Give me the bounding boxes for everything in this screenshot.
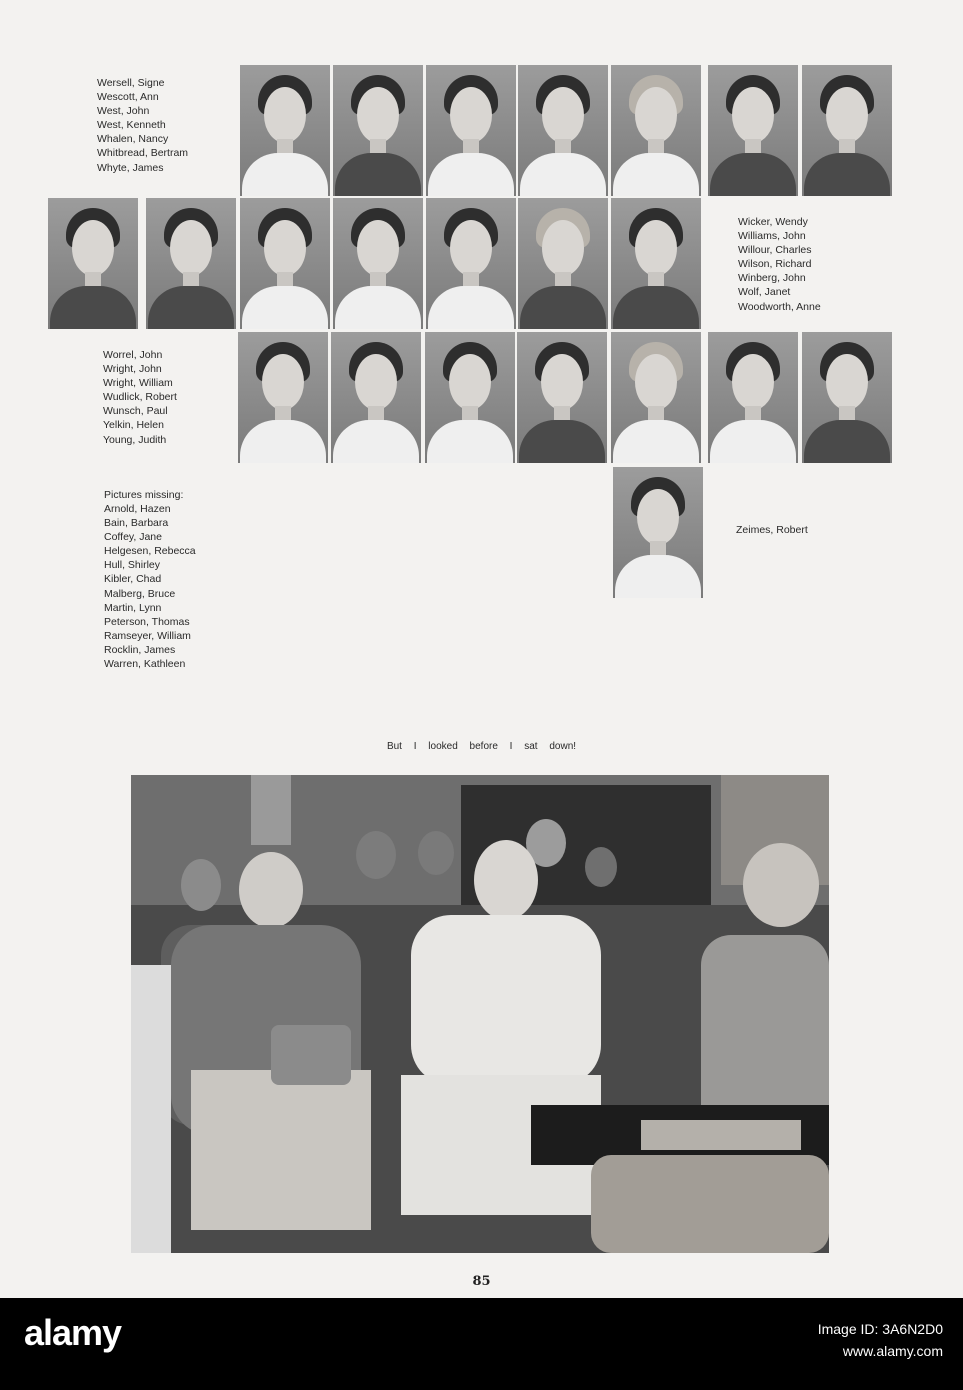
student-name: Peterson, Thomas	[104, 615, 190, 628]
student-name: Yelkin, Helen	[103, 419, 164, 432]
name-list-group-1	[97, 76, 188, 175]
student-name: Helgesen, Rebecca	[104, 545, 196, 558]
portrait-photo	[240, 198, 330, 329]
portrait-photo	[611, 332, 701, 463]
student-name: Young, Judith	[103, 433, 167, 446]
student-name: Wicker, Wendy	[738, 216, 808, 228]
alamy-logo: alamy	[24, 1312, 122, 1353]
portrait-photo	[240, 65, 330, 196]
portrait-photo	[426, 65, 516, 196]
student-name: Martin, Lynn	[104, 601, 162, 614]
student-name: Worrel, John	[103, 349, 163, 361]
portrait-photo	[518, 65, 608, 196]
portrait-photo	[611, 65, 701, 196]
page-number: 85	[472, 1274, 491, 1289]
student-name: Wilson, Richard	[738, 258, 812, 271]
image-id: Image ID: 3A6N2D0	[817, 1321, 943, 1337]
portrait-photo	[517, 332, 607, 463]
student-name: Arnold, Hazen	[104, 503, 171, 515]
student-name: Wudlick, Robert	[103, 391, 177, 404]
portrait-photo	[708, 332, 798, 463]
name-list-group-3	[103, 348, 177, 447]
student-name: Kibler, Chad	[104, 573, 162, 586]
student-name: Wright, John	[103, 363, 162, 376]
student-name: Wright, William	[103, 377, 173, 390]
name-list-group-2	[738, 215, 821, 314]
missing-pictures-heading: Pictures missing:	[104, 489, 184, 501]
student-name: West, Kenneth	[97, 119, 166, 132]
portrait-photo	[48, 198, 138, 329]
portrait-photo	[146, 198, 236, 329]
student-name: Whalen, Nancy	[97, 133, 169, 146]
student-name: Wescott, Ann	[97, 91, 159, 104]
student-name: Williams, John	[738, 230, 806, 243]
student-name: Winberg, John	[738, 272, 806, 285]
portrait-photo	[518, 198, 608, 329]
student-name: West, John	[97, 105, 150, 118]
student-name: Whyte, James	[97, 161, 164, 174]
portrait-photo	[333, 198, 423, 329]
portrait-photo	[613, 467, 703, 598]
student-name: Malberg, Bruce	[104, 587, 176, 600]
portrait-photo	[331, 332, 421, 463]
portrait-photo	[802, 65, 892, 196]
portrait-photo	[333, 65, 423, 196]
student-name: Wunsch, Paul	[103, 405, 168, 418]
missing-pictures-names	[104, 502, 196, 671]
student-name: Bain, Barbara	[104, 517, 169, 530]
student-name: Warren, Kathleen	[104, 658, 186, 671]
portrait-photo	[426, 198, 516, 329]
student-name: Whitbread, Bertram	[97, 147, 189, 160]
portrait-photo	[708, 65, 798, 196]
portrait-photo	[425, 332, 515, 463]
stock-info	[818, 1318, 943, 1362]
name-list-group-4	[736, 523, 808, 537]
photo-caption: But I looked before I sat down!	[386, 741, 577, 752]
student-name: Wersell, Signe	[97, 77, 165, 89]
student-name: Zeimes, Robert	[736, 524, 808, 536]
student-name: Wolf, Janet	[738, 286, 791, 299]
student-name: Hull, Shirley	[104, 559, 161, 572]
site-url: www.alamy.com	[842, 1343, 943, 1359]
student-name: Woodworth, Anne	[738, 300, 821, 313]
student-name: Ramseyer, William	[104, 629, 191, 642]
portrait-photo	[611, 198, 701, 329]
student-name: Willour, Charles	[738, 244, 812, 257]
portrait-photo	[238, 332, 328, 463]
classroom-photo	[131, 775, 829, 1253]
portrait-photo	[802, 332, 892, 463]
student-name: Coffey, Jane	[104, 531, 162, 544]
student-name: Rocklin, James	[104, 643, 176, 656]
